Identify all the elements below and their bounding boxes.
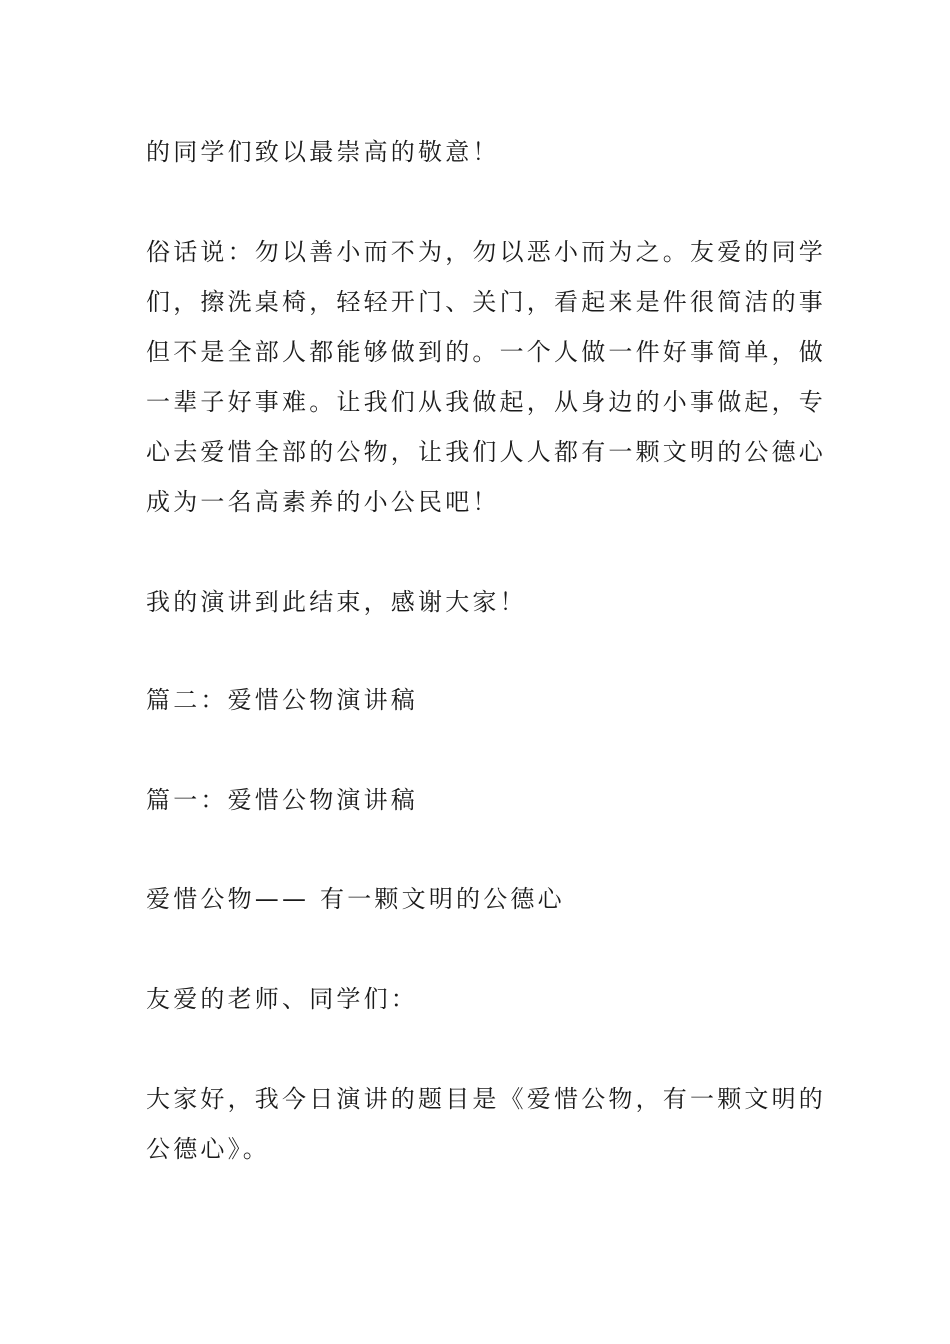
paragraph-line: 一辈子好事难。让我们从我做起，从身边的小事做起，专 [146,388,826,416]
paragraph-line: 公德心》。 [146,1135,270,1163]
paragraph-line: 大家好，我今日演讲的题目是《爱惜公物，有一颗文明的 [146,1085,826,1113]
section-heading: 篇二：爱惜公物演讲稿 [146,686,418,714]
paragraph-line: 的同学们致以最崇高的敬意！ [146,138,500,166]
speech-subtitle: 爱惜公物—— 有一颗文明的公德心 [146,885,565,913]
paragraph-line: 们，擦洗桌椅，轻轻开门、关门，看起来是件很简洁的事 [146,288,826,316]
paragraph-line: 但不是全部人都能够做到的。一个人做一件好事简单，做 [146,338,826,366]
salutation: 友爱的老师、同学们： [146,985,418,1013]
paragraph-line: 心去爱惜全部的公物，让我们人人都有一颗文明的公德心 [146,438,826,466]
paragraph-line: 我的演讲到此结束，感谢大家！ [146,588,527,616]
paragraph-line: 成为一名高素养的小公民吧！ [146,488,500,516]
paragraph-line: 俗话说：勿以善小而不为，勿以恶小而为之。友爱的同学 [146,238,826,266]
section-heading: 篇一：爱惜公物演讲稿 [146,786,418,814]
